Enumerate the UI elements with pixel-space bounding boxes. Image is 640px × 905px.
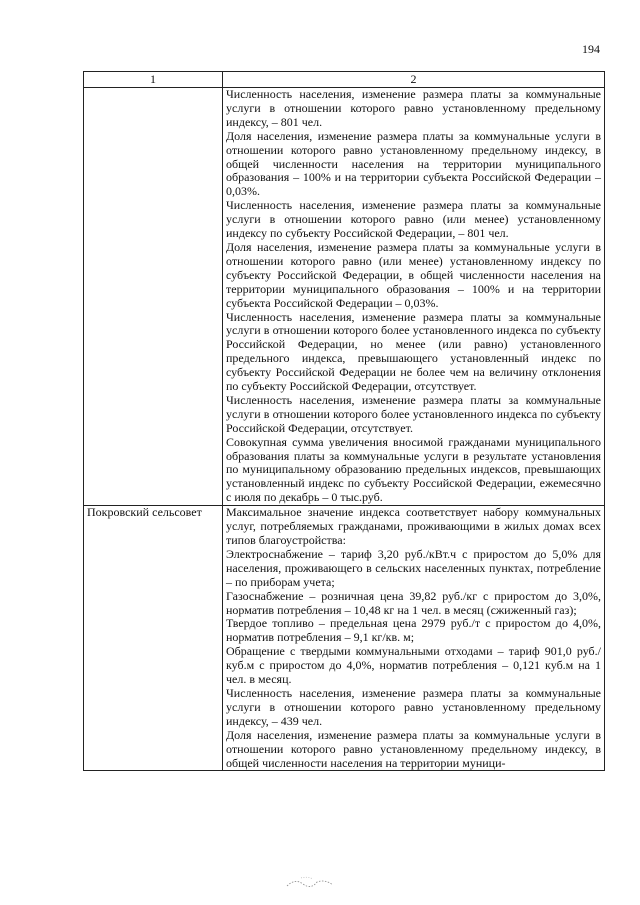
paragraph: Численность населения, изменение размера платы за коммунальные услуги в отношении которого более установленного индекса по субъекту Российской Федерации, отсутствует.: [226, 392, 601, 435]
paragraph: Электроснабжение – тариф 3,20 руб./кВт.ч с приростом до 5,0% для населения, проживающего в сельских населенных пунктах, потребление – по приборам учета;: [226, 546, 601, 589]
page-number: 194: [582, 42, 600, 56]
table-row: [84, 88, 605, 506]
table-header-row: [84, 72, 605, 88]
paragraph: Твердое топливо – предельная цена 2979 руб./т с приростом до 4,0%, норматив потребления – 9,1 кг/кв. м;: [226, 616, 601, 645]
paragraph: Численность населения, изменение размера платы за коммунальные услуги в отношении которого равно установленному предельному индексу, – 801 чел.: [226, 87, 601, 129]
row-1-col-1: [84, 88, 223, 506]
paragraph: Численность населения, изменение размера платы за коммунальные услуги в отношении которого равно установленному предельному индексу, – 439 чел.: [226, 685, 601, 728]
paragraph: Доля населения, изменение размера платы за коммунальные услуги в отношении которого равно (или менее) установленному индексу по субъекту Российской Федерации, в общей численности населения на территории муниципального образования – 100% и на территории субъекта Российской Федерации – 0,03%.: [226, 239, 601, 310]
row-1-col-2: [223, 88, 605, 506]
scribble-mark: [283, 874, 339, 890]
paragraph: Численность населения, изменение размера платы за коммунальные услуги в отношении которого равно (или менее) установленному индексу по субъекту Российской Федерации, – 801 чел.: [226, 198, 601, 241]
header-col-1: 1: [84, 72, 223, 88]
paragraph: Совокупная сумма увеличения вносимой гражданами муниципального образования платы за коммунальные услуги в результате установления по муниципальному образованию предельных индексов, превышающих установленный индекс по субъекту Российской Федерации, ежемесячно с июля по декабрь – 0 тыс.руб.: [226, 434, 601, 505]
document-table: [83, 71, 605, 771]
row-2-col-2: [223, 506, 605, 771]
header-col-2: 2: [223, 72, 605, 88]
paragraph: Численность населения, изменение размера платы за коммунальные услуги в отношении которого более установленного индекса по субъекту Российской Федерации, но менее (или равно) установленного предельного индекса, превышающего установленный индекс по субъекту Российской Федерации не более чем на величину отклонения по субъекту Российской Федерации, отсутствует.: [226, 309, 601, 394]
row-2-col-1: Покровский сельсовет: [84, 506, 223, 771]
paragraph: Газоснабжение – розничная цена 39,82 руб./кг с приростом до 3,0%, норматив потребления – 10,48 кг на 1 чел. в месяц (сжиженный газ);: [226, 588, 601, 617]
paragraph: Максимальное значение индекса соответствует набору коммунальных услуг, потребляемых гражданами, проживающими в жилых домах всех типов благоустройства:: [226, 505, 601, 547]
table-row: [84, 506, 605, 771]
paragraph: Доля населения, изменение размера платы за коммунальные услуги в отношении которого равно установленному предельному индексу, в общей численности населения на территории муниципального образования – 100% и на территории субъекта Российской Федерации – 0,03%.: [226, 128, 601, 199]
paragraph: Доля населения, изменение размера платы за коммунальные услуги в отношении которого равно установленному предельному индексу, в общей численности населения на территории муници-: [226, 727, 601, 770]
paragraph: Обращение с твердыми коммунальными отходами – тариф 901,0 руб./куб.м с приростом до 4,0%, норматив потребления – 0,121 куб.м на 1 чел. в месяц.: [226, 644, 601, 687]
